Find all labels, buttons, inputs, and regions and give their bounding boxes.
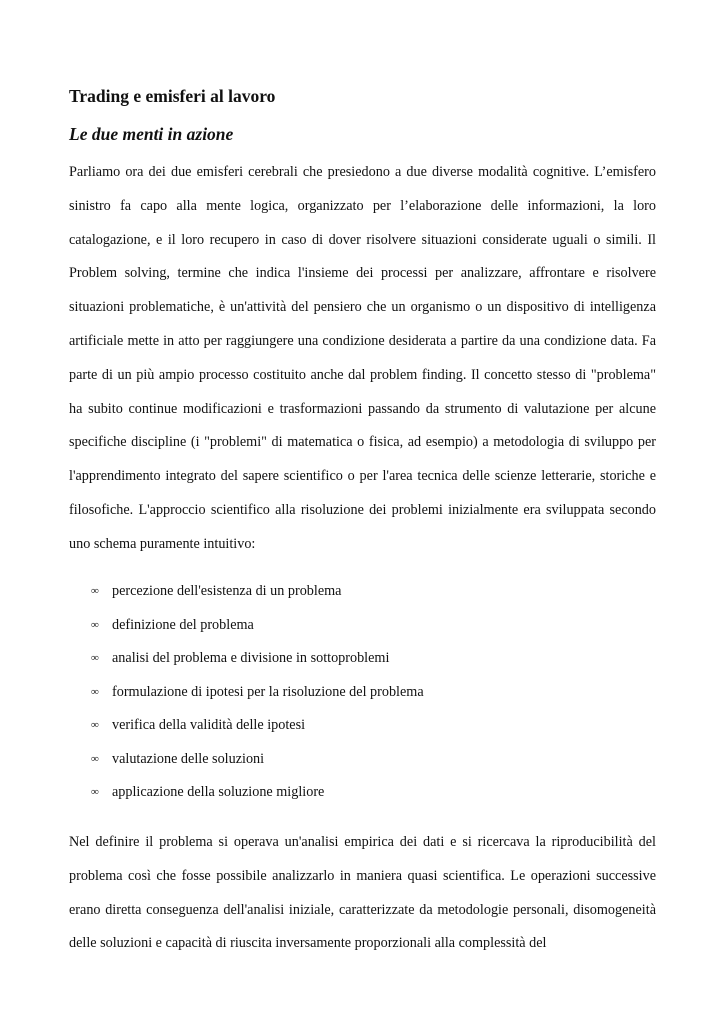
list-item-text: formulazione di ipotesi per la risoluzione del problema [112,683,424,700]
list-item-text: analisi del problema e divisione in sottoproblemi [112,650,390,666]
infinity-bullet-icon: ∞ [91,786,99,798]
list-item [91,676,651,710]
list-item [91,709,651,743]
list-item-text: percezione dell'esistenza di un problema [112,583,342,599]
list-item [91,642,651,676]
list-item [91,776,651,810]
infinity-bullet-icon: ∞ [91,752,99,765]
list-item-text: verifica della validità delle ipotesi [112,717,306,733]
document-title: Trading e emisferi al lavoro [69,86,276,106]
list-item [91,575,651,609]
infinity-bullet-icon: ∞ [91,685,99,698]
intro-paragraph: Parliamo ora dei due emisferi cerebrali che presiedono a due diverse modalità cognitive. L’emisfero sinistro fa capo alla mente logica, organizzato per l’elaborazione delle informazioni, la loro catalogazione, e il loro recupero in caso di dover risolvere situazioni considerate uguali o simili. Il Problem solving, termine che indica l'insieme dei processi per analizzare, affrontare e risolvere situazioni problematiche, è un'attività del pensiero che un organismo o un dispositivo di intelligenza artificiale mette in atto per raggiungere una condizione desiderata a partire da una condizione data. Fa parte di un più ampio processo costituito anche dal problem finding. Il concetto stesso di "problema" ha subito continue modificazioni e trasformazioni passando da strumento di valutazione per alcune specifiche discipline (i "problemi" di matematica o fisica, ad esempio) a metodologia di sviluppo per l'apprendimento integrato del sapere scientifico o per l'area tecnica delle scienze letterarie, storiche e filosofiche. L'approccio scientifico alla risoluzione dei problemi inizialmente era sviluppata secondo uno schema puramente intuitivo: [69,164,656,552]
infinity-bullet-icon: ∞ [91,618,99,631]
infinity-bullet-icon: ∞ [91,585,99,597]
infinity-bullet-icon: ∞ [91,719,99,731]
list-item-text: applicazione della soluzione migliore [112,784,325,800]
list-item-text: valutazione delle soluzioni [112,750,265,767]
infinity-bullet-icon: ∞ [91,652,99,664]
list-item [91,609,651,643]
bullet-list [91,575,651,810]
list-item-text: definizione del problema [112,616,254,633]
closing-paragraph: Nel definire il problema si operava un'analisi empirica dei dati e si ricercava la riproducibilità del problema così che fosse possibile analizzarlo in maniera quasi scientifica. Le operazioni successive erano diretta conseguenza dell'analisi iniziale, caratterizzate da metodologie personali, disomogeneità delle soluzioni e capacità di riuscita inversamente proporzionali alla complessità del [69,834,656,952]
list-item [91,743,651,777]
document-subtitle: Le due menti in azione [69,124,234,144]
